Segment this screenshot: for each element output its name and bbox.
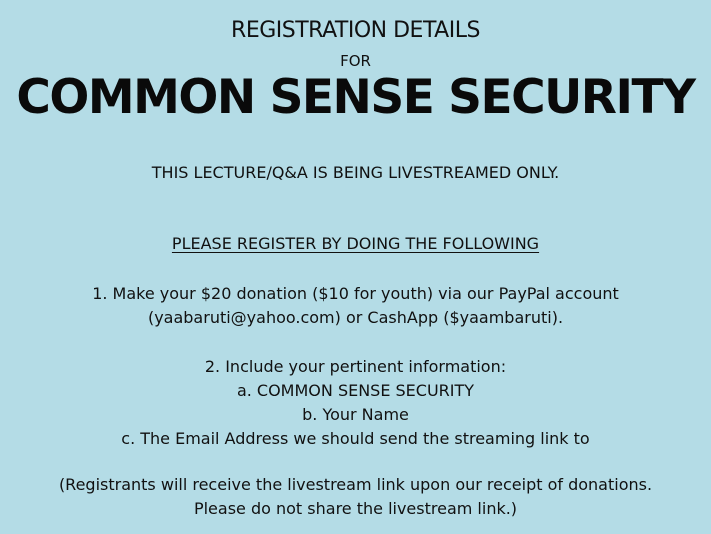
step2-item-a: a. COMMON SENSE SECURITY bbox=[236, 381, 475, 400]
step2-line1: 2. Include your pertinent information: bbox=[204, 357, 507, 376]
step1-line2: (yaabaruti@yahoo.com) or CashApp ($yaambaruti). bbox=[147, 308, 564, 327]
instructions-heading: PLEASE REGISTER BY DOING THE FOLLOWING bbox=[171, 234, 540, 253]
step2-item-c: c. The Email Address we should send the streaming link to bbox=[121, 429, 590, 448]
header-for: FOR bbox=[340, 52, 371, 70]
header-registration-details: REGISTRATION DETAILS bbox=[231, 18, 480, 43]
footer-line2: Please do not share the livestream link.) bbox=[193, 499, 518, 518]
footer-line1: (Registrants will receive the livestream link upon our receipt of donations. bbox=[58, 475, 653, 494]
step2-item-b: b. Your Name bbox=[302, 405, 409, 424]
livestream-notice: THIS LECTURE/Q&A IS BEING LIVESTREAMED ONLY. bbox=[151, 163, 560, 182]
event-title: COMMON SENSE SECURITY bbox=[16, 70, 695, 125]
step1-line1: 1. Make your $20 donation ($10 for youth) via our PayPal account bbox=[92, 284, 619, 303]
